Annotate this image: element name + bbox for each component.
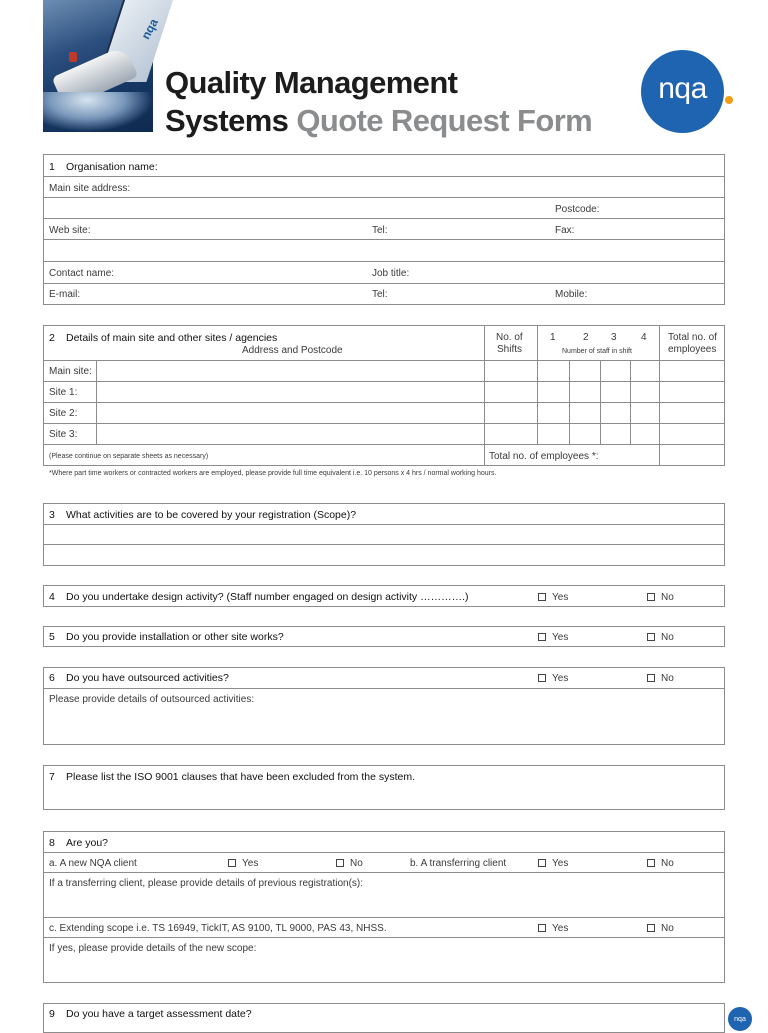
tel-label: Tel: (372, 225, 388, 236)
scope-answer-row[interactable] (44, 525, 724, 545)
outsourced-question-row (44, 668, 724, 689)
are-you-heading-row (44, 832, 724, 853)
table-col-rule (600, 360, 601, 444)
transfer-details-field[interactable] (44, 873, 724, 918)
table-col-rule (484, 326, 485, 466)
title-bold-word: Systems (165, 103, 289, 138)
section-9-heading: 9 Do you have a target assessment date? (49, 1008, 252, 1020)
sail-logo-text: nqa (138, 16, 161, 42)
section-4-heading: 4 Do you undertake design activity? (Staff number engaged on design activity ………….) (49, 591, 469, 603)
email-label: E-mail: (49, 289, 81, 300)
installation-no-option[interactable]: No (647, 632, 674, 643)
title-line-1: Quality Management (165, 65, 458, 100)
table-rule (44, 381, 724, 382)
logo-orange-dot (725, 96, 733, 104)
website-label: Web site: (49, 225, 91, 236)
section-5-installation (43, 626, 725, 647)
extending-scope-label: c. Extending scope i.e. TS 16949, TickIT, AS 9100, TL 9000, PAS 43, NHSS. (49, 923, 387, 934)
checkbox[interactable] (538, 593, 546, 601)
mobile-label: Mobile: (555, 289, 588, 300)
shift-caption: Number of staff in shift (562, 348, 632, 355)
new-client-label: a. A new NQA client (49, 858, 137, 869)
crew-shape (69, 52, 77, 62)
fax-label: Fax: (555, 225, 575, 236)
shift-col-3: 3 (611, 332, 617, 343)
design-no-option[interactable]: No (647, 592, 674, 603)
table-col-rule (630, 360, 631, 444)
scope-heading-row (44, 504, 724, 525)
org-name-row[interactable] (44, 155, 724, 177)
total-header-line-2: employees (668, 344, 717, 355)
outsourced-no-option[interactable]: No (647, 673, 674, 684)
section-3-heading: 3 What activities are to be covered by your registration (Scope)? (49, 509, 357, 521)
nqa-logo (641, 50, 724, 133)
shift-col-4: 4 (641, 332, 647, 343)
section-7-heading: 7 Please list the ISO 9001 clauses that have been excluded from the system. (49, 771, 416, 783)
installation-yes-option[interactable]: Yes (538, 632, 568, 643)
checkbox[interactable] (647, 633, 655, 641)
website-row[interactable] (44, 219, 724, 240)
section-3-scope (43, 503, 725, 566)
transferring-client-label: b. A transferring client (410, 858, 507, 869)
table-rule (44, 402, 724, 403)
shifts-header-line-1: No. of (496, 332, 523, 343)
section-1-heading: 1 Organisation name: (49, 161, 158, 173)
main-address-label: Main site address: (49, 183, 131, 194)
contact-name-label: Contact name: (49, 268, 115, 279)
row-site-3-label: Site 3: (49, 429, 78, 440)
new-client-no-option[interactable]: No (336, 858, 363, 869)
job-title-label: Job title: (372, 268, 410, 279)
extending-yes-option[interactable]: Yes (538, 923, 568, 934)
section-2-heading: 2 Details of main site and other sites / agencies (49, 332, 278, 344)
transferring-no-option[interactable]: No (647, 858, 674, 869)
total-employees-label: Total no. of employees *: (489, 451, 599, 462)
client-type-row (44, 853, 724, 873)
table-col-rule (537, 326, 538, 444)
title-grey-words: Quote Request Form (296, 103, 593, 138)
contact-row[interactable] (44, 262, 724, 284)
transfer-details-label: If a transferring client, please provide details of previous registration(s): (49, 878, 364, 889)
email-row[interactable] (44, 284, 724, 304)
design-yes-option[interactable]: Yes (538, 592, 568, 603)
section-7-exclusions[interactable] (43, 765, 725, 810)
checkbox[interactable] (538, 859, 546, 867)
section-1-organisation (43, 154, 725, 305)
postcode-label: Postcode: (555, 204, 600, 215)
table-col-rule (659, 326, 660, 466)
row-site-2-label: Site 2: (49, 408, 78, 419)
checkbox[interactable] (228, 859, 236, 867)
header-photo-yacht (43, 0, 161, 132)
shift-col-2: 2 (583, 332, 589, 343)
postcode-row[interactable] (44, 198, 724, 219)
table-rule (44, 360, 724, 361)
outsourced-yes-option[interactable]: Yes (538, 673, 568, 684)
extending-scope-row (44, 918, 724, 938)
section-9-assessment-date[interactable] (43, 1003, 725, 1033)
outsourced-details-label: Please provide details of outsourced activities: (49, 694, 255, 705)
spray-shape (43, 92, 153, 132)
checkbox[interactable] (647, 859, 655, 867)
title-line-2 (165, 102, 592, 140)
section-2-sites-table (43, 325, 725, 466)
part-time-footnote: *Where part time workers or contracted workers are employed, please provide full time equivalent i.e. 10 persons x 4 hrs / normal working hours. (49, 470, 497, 477)
row-main-site-label: Main site: (49, 366, 92, 377)
new-scope-details-label: If yes, please provide details of the new scope: (49, 943, 257, 954)
tel-2-label: Tel: (372, 289, 388, 300)
logo-text: nqa (658, 72, 707, 105)
section-5-heading: 5 Do you provide installation or other site works? (49, 631, 284, 643)
section-8-are-you (43, 831, 725, 983)
shifts-header-line-2: Shifts (497, 344, 523, 355)
table-rule (44, 423, 724, 424)
checkbox[interactable] (336, 859, 344, 867)
shift-col-1: 1 (550, 332, 556, 343)
scope-answer-row[interactable] (44, 545, 724, 565)
outsourced-details-field[interactable] (44, 689, 724, 744)
extending-no-option[interactable]: No (647, 923, 674, 934)
checkbox[interactable] (538, 633, 546, 641)
continue-note: (Please continue on separate sheets as necessary) (49, 453, 209, 460)
section-4-design (43, 585, 725, 607)
page-title (165, 64, 592, 140)
total-header-line-1: Total no. of (668, 332, 717, 343)
checkbox[interactable] (538, 674, 546, 682)
transferring-yes-option[interactable]: Yes (538, 858, 568, 869)
section-6-heading: 6 Do you have outsourced activities? (49, 672, 229, 684)
table-rule (44, 444, 724, 445)
address-column-header: Address and Postcode (242, 345, 343, 356)
checkbox[interactable] (647, 924, 655, 932)
corner-logo-text: nqa (734, 1016, 746, 1023)
section-8-heading: 8 Are you? (49, 837, 109, 849)
table-col-rule (96, 360, 97, 444)
checkbox[interactable] (647, 674, 655, 682)
blank-row[interactable] (44, 240, 724, 262)
new-client-yes-option[interactable]: Yes (228, 858, 258, 869)
new-scope-details-field[interactable] (44, 938, 724, 982)
table-col-rule (569, 360, 570, 444)
checkbox[interactable] (647, 593, 655, 601)
corner-nqa-logo (728, 1007, 752, 1031)
checkbox[interactable] (538, 924, 546, 932)
section-6-outsourced (43, 667, 725, 745)
main-address-row[interactable] (44, 177, 724, 198)
row-site-1-label: Site 1: (49, 387, 78, 398)
